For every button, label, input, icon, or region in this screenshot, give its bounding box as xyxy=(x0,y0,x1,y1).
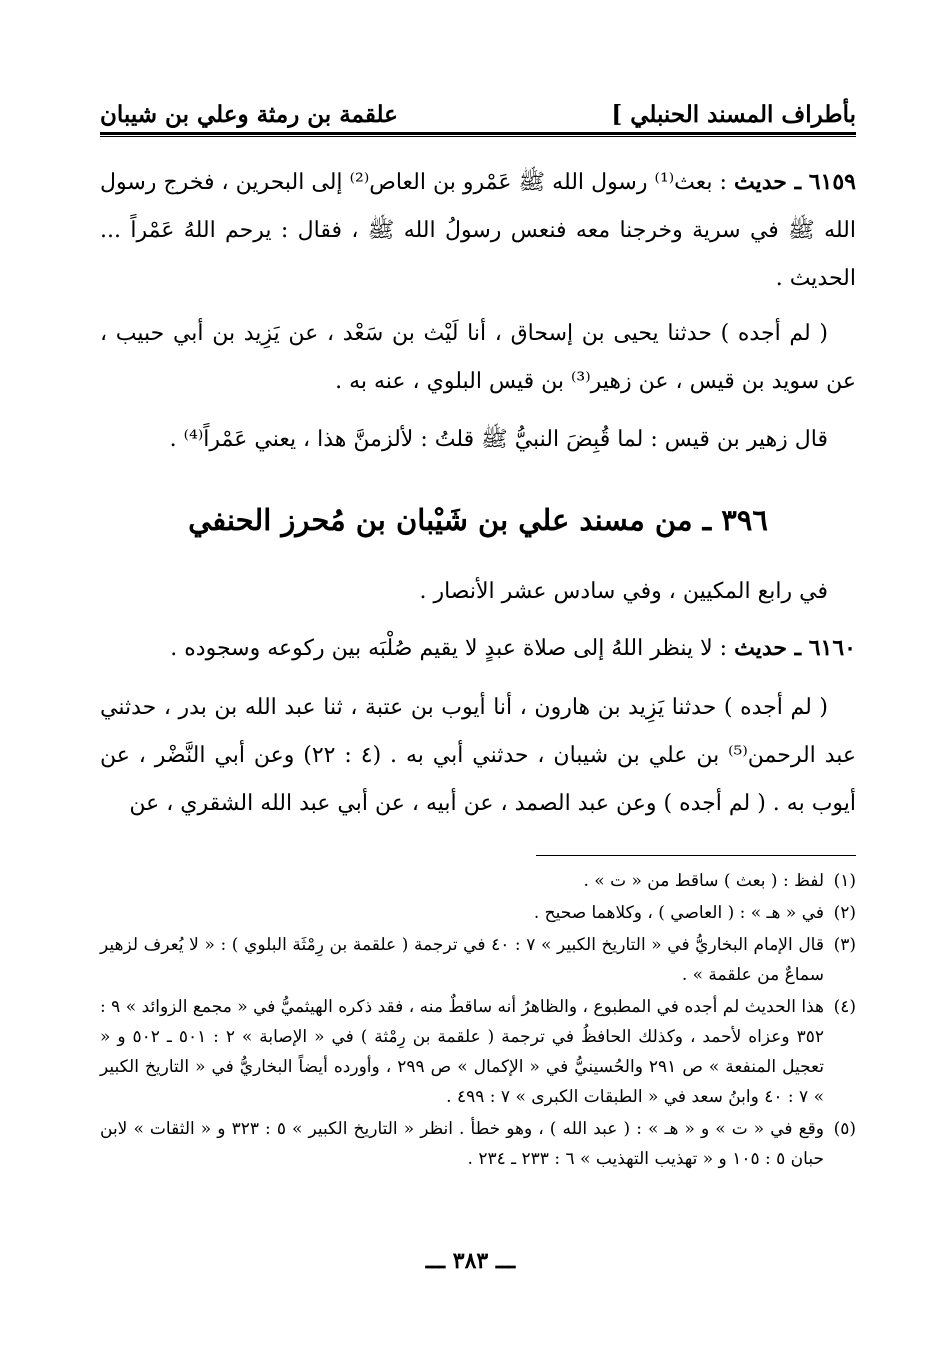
header-section-title: علقمة بن رمثة وعلي بن شيبان xyxy=(100,101,398,128)
footnote xyxy=(100,866,856,896)
running-header xyxy=(100,88,856,128)
location-note xyxy=(100,568,856,616)
footnote-number: (٤) xyxy=(833,997,856,1017)
footnote-text: في « هـ » : ( العاصي ) ، وكلاهما صحيح . xyxy=(533,903,824,923)
section-heading: ٣٩٦ ـ من مسند علي بن شَيْبان بن مُحرز الحنفي xyxy=(188,503,768,537)
footnote-number: (٣) xyxy=(833,935,856,955)
source-paragraph: ( لم أجده ) حدثنا يحيى بن إسحاق ، أنا لَيْث بن سَعْد ، عن يَزِيد بن أبي حبيب ، عن سويد بن قيس ، عن زهير⁽³⁾ بن قيس البلوي ، عنه به . xyxy=(100,321,856,394)
source-6159 xyxy=(100,310,856,464)
footnote-text: لفظ : ( بعث ) ساقط من « ت » . xyxy=(583,871,824,891)
footnote xyxy=(100,898,856,928)
header-rule xyxy=(100,132,856,135)
header-book-title: بأطراف المسند الحنبلي ] xyxy=(611,101,856,128)
footnotes xyxy=(100,866,856,1176)
hadith-text: : لا ينظر اللهُ إلى صلاة عبدٍ لا يقيم صُلْبَه بين ركوعه وسجوده . xyxy=(170,636,735,661)
hadith-6159 xyxy=(100,158,856,303)
hadith-number: ٦١٦٠ xyxy=(808,635,856,661)
hadith-keyword: حديث xyxy=(734,635,787,661)
footnote-rule xyxy=(536,855,856,856)
footnote-number: (٢) xyxy=(833,903,856,923)
hadith-keyword: حديث xyxy=(734,169,787,195)
hadith-dash: ـ xyxy=(786,169,809,195)
page-number: ـــ ٣٨٣ ـــ xyxy=(425,1248,516,1274)
footnote xyxy=(100,992,856,1112)
footnote-text: وقع في « ت » و « هـ » : ( عبد الله ) ، وهو خطأ . انظر « التاريخ الكبير » ٥ : ٣٢٣ و « الثقات » لابن حبان ٥ : ١٠٥ و « تهذيب التهذيب » ٦ : ٢٣٣ ـ ٢٣٤ . xyxy=(100,1119,825,1169)
footnote xyxy=(100,930,856,990)
source-6160 xyxy=(100,684,856,828)
source-paragraph: ( لم أجده ) حدثنا يَزِيد بن هارون ، أنا أيوب بن عتبة ، ثنا عبد الله بن بدر ، حدثني عبد الرحمن⁽⁵⁾ بن علي بن شيبان ، حدثني أبي به . (٤ : ٢٢) وعن أبي النَّضْر ، عن أيوب به . ( لم أجده ) وعن عبد الصمد ، عن أبيه ، عن أبي عبد الله الشقري ، عن xyxy=(100,695,857,816)
footnote-number: (١) xyxy=(833,871,856,891)
footnote-text: هذا الحديث لم أجده في المطبوع ، والظاهرُ أنه ساقطٌ منه ، فقد ذكره الهيثميُّ في « مجمع الزوائد » ٩ : ٣٥٢ وعزاه لأحمد ، وكذلك الحافظُ في ترجمة ( علقمة بن رِمْثة ) في « الإصابة » ٢ : ٥٠١ ـ ٥٠٢ و « تعجيل المنفعة » ص ٢٩١ والحُسينيُّ في « الإكمال » ص ٢٩٩ ، وأورده أيضاً البخاريُّ في « التاريخ الكبير » ٧ : ٤٠ وابنُ سعد في « الطبقات الكبرى » ٧ : ٤٩٩ . xyxy=(100,997,824,1107)
footnote xyxy=(100,1114,856,1174)
hadith-6160 xyxy=(100,624,856,673)
hadith-dash: ـ xyxy=(786,635,809,661)
hadith-number: ٦١٥٩ xyxy=(808,169,856,195)
footnote-text: قال الإمام البخاريُّ في « التاريخ الكبير » ٧ : ٤٠ في ترجمة ( علقمة بن رِمْثَة البلوي ) : « لا يُعرف لزهير سماعٌ من علقمة » . xyxy=(100,935,824,985)
location-text: في رابع المكيين ، وفي سادس عشر الأنصار . xyxy=(419,579,828,604)
header-rule-thin xyxy=(100,136,856,137)
footnote-number: (٥) xyxy=(833,1119,856,1139)
source-paragraph: قال زهير بن قيس : لما قُبِضَ النبيُّ ﷺ قلتُ : لألزمنَّ هذا ، يعني عَمْراً⁽⁴⁾ . xyxy=(169,427,828,452)
hadith-text: : بعث⁽¹⁾ رسول الله ﷺ عَمْرو بن العاص⁽²⁾ إلى البحرين ، فخرج رسول الله ﷺ في سرية وخرجنا معه فنعس رسولُ الله ﷺ ، فقال : يرحم اللهُ عَمْراً ... الحديث . xyxy=(100,170,856,291)
